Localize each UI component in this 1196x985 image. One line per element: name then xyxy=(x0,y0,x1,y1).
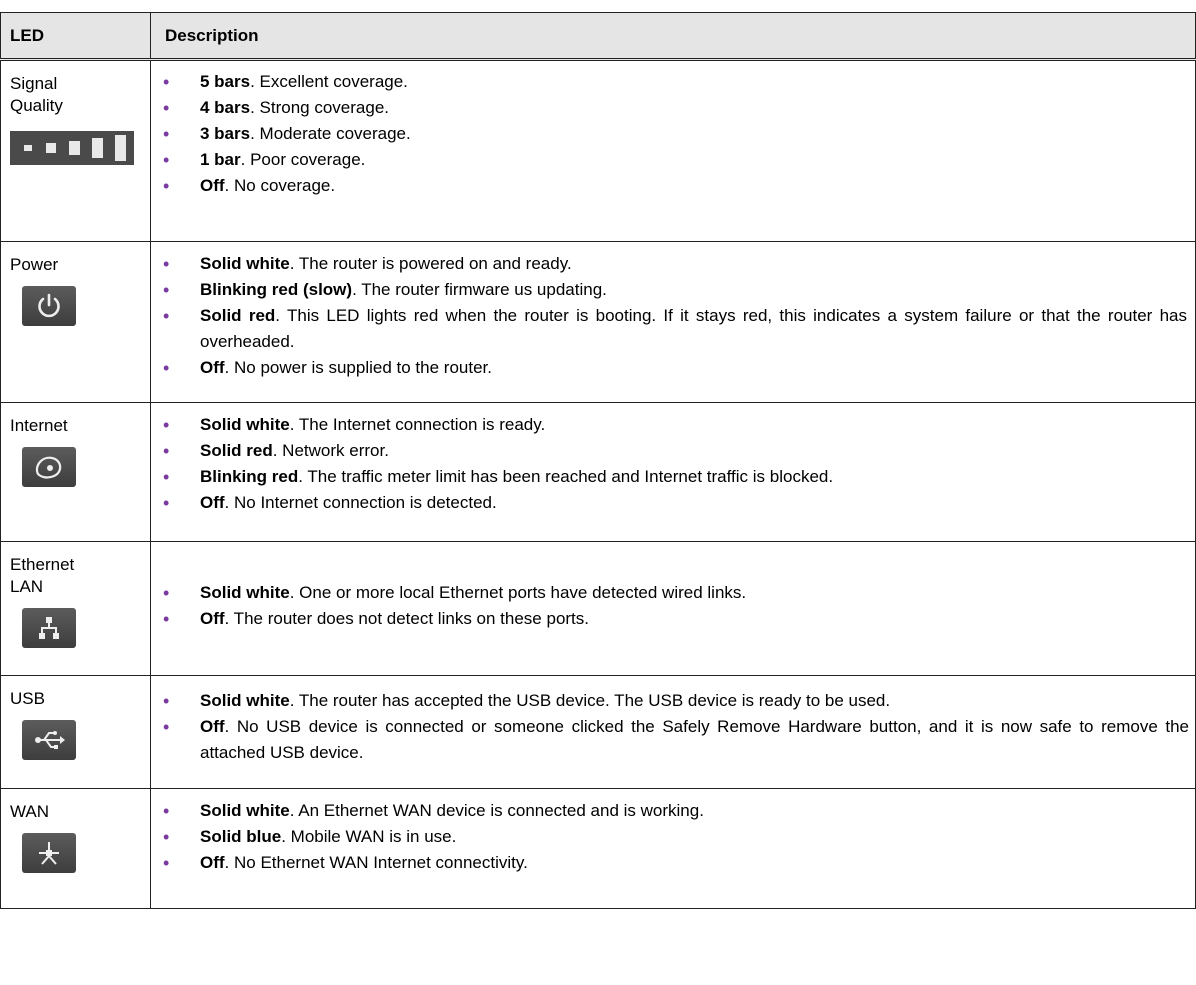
led-description-table xyxy=(0,12,1196,909)
led-name xyxy=(1,542,150,598)
list-item: • 1 bar. Poor coverage. xyxy=(163,150,366,170)
description-list xyxy=(151,69,1195,199)
led-name-line: Ethernet xyxy=(10,555,75,574)
signal-bars-icon xyxy=(10,131,134,165)
table-row xyxy=(1,242,1196,403)
list-item: • 3 bars. Moderate coverage. xyxy=(163,124,411,144)
description-cell xyxy=(151,789,1196,909)
list-item: • Off. No USB device is connected or someone clicked the Safely Remove Hardware button, and it is now safe to remove the attached USB device. xyxy=(163,717,1189,762)
usb-icon xyxy=(22,720,76,760)
table-row xyxy=(1,789,1196,909)
description-list xyxy=(151,688,1195,766)
list-item: • 5 bars. Excellent coverage. xyxy=(163,72,408,92)
list-item: • Off. The router does not detect links on these ports. xyxy=(163,609,590,629)
led-name-line: Signal xyxy=(10,74,58,93)
description-list xyxy=(151,412,1195,516)
description-list xyxy=(151,580,1195,632)
led-name xyxy=(1,242,150,276)
led-cell xyxy=(1,60,151,242)
internet-icon xyxy=(22,447,76,487)
list-item: • Solid white. The Internet connection is ready. xyxy=(163,415,546,435)
table-row xyxy=(1,676,1196,789)
header-led: LED xyxy=(1,13,151,60)
list-item: • Off. No Internet connection is detected. xyxy=(163,493,497,513)
list-item: • Solid red. This LED lights red when the router is booting. If it stays red, this indicates a system failure or that the router has overheaded. xyxy=(163,306,1187,351)
list-item: • Blinking red. The traffic meter limit has been reached and Internet traffic is blocked. xyxy=(163,467,834,487)
description-list xyxy=(151,251,1195,381)
list-item: • Solid blue. Mobile WAN is in use. xyxy=(163,827,457,847)
led-name xyxy=(1,403,150,437)
list-item: • Blinking red (slow). The router firmware us updating. xyxy=(163,280,607,300)
led-name xyxy=(1,676,150,710)
description-cell xyxy=(151,676,1196,789)
led-name-line: LAN xyxy=(10,577,44,596)
led-name xyxy=(1,61,150,117)
led-name xyxy=(1,789,150,823)
list-item: • Solid white. The router has accepted the USB device. The USB device is ready to be used. xyxy=(163,691,891,711)
description-cell xyxy=(151,542,1196,676)
led-cell xyxy=(1,542,151,676)
list-item: • Off. No Ethernet WAN Internet connectivity. xyxy=(163,853,528,873)
header-description: Description xyxy=(151,13,1196,60)
table-row xyxy=(1,403,1196,542)
led-name-line: Quality xyxy=(10,96,63,115)
list-item: • 4 bars. Strong coverage. xyxy=(163,98,390,118)
led-name-line: Internet xyxy=(10,416,68,435)
wan-icon xyxy=(22,833,76,873)
led-cell xyxy=(1,403,151,542)
list-item: • Solid white. The router is powered on and ready. xyxy=(163,254,572,274)
ethernet-lan-icon xyxy=(22,608,76,648)
table-header-row xyxy=(1,13,1196,60)
description-cell xyxy=(151,242,1196,403)
list-item: • Solid white. One or more local Ethernet ports have detected wired links. xyxy=(163,583,747,603)
power-icon xyxy=(22,286,76,326)
description-cell xyxy=(151,403,1196,542)
description-cell xyxy=(151,60,1196,242)
table-row xyxy=(1,60,1196,242)
description-list xyxy=(151,798,1195,876)
led-name-line: USB xyxy=(10,689,45,708)
led-cell xyxy=(1,242,151,403)
led-name-line: Power xyxy=(10,255,59,274)
list-item: • Solid red. Network error. xyxy=(163,441,389,461)
led-name-line: WAN xyxy=(10,802,50,821)
led-cell xyxy=(1,676,151,789)
list-item: • Solid white. An Ethernet WAN device is connected and is working. xyxy=(163,801,704,821)
led-cell xyxy=(1,789,151,909)
list-item: • Off. No coverage. xyxy=(163,176,336,196)
table-row xyxy=(1,542,1196,676)
list-item: • Off. No power is supplied to the router. xyxy=(163,358,492,378)
